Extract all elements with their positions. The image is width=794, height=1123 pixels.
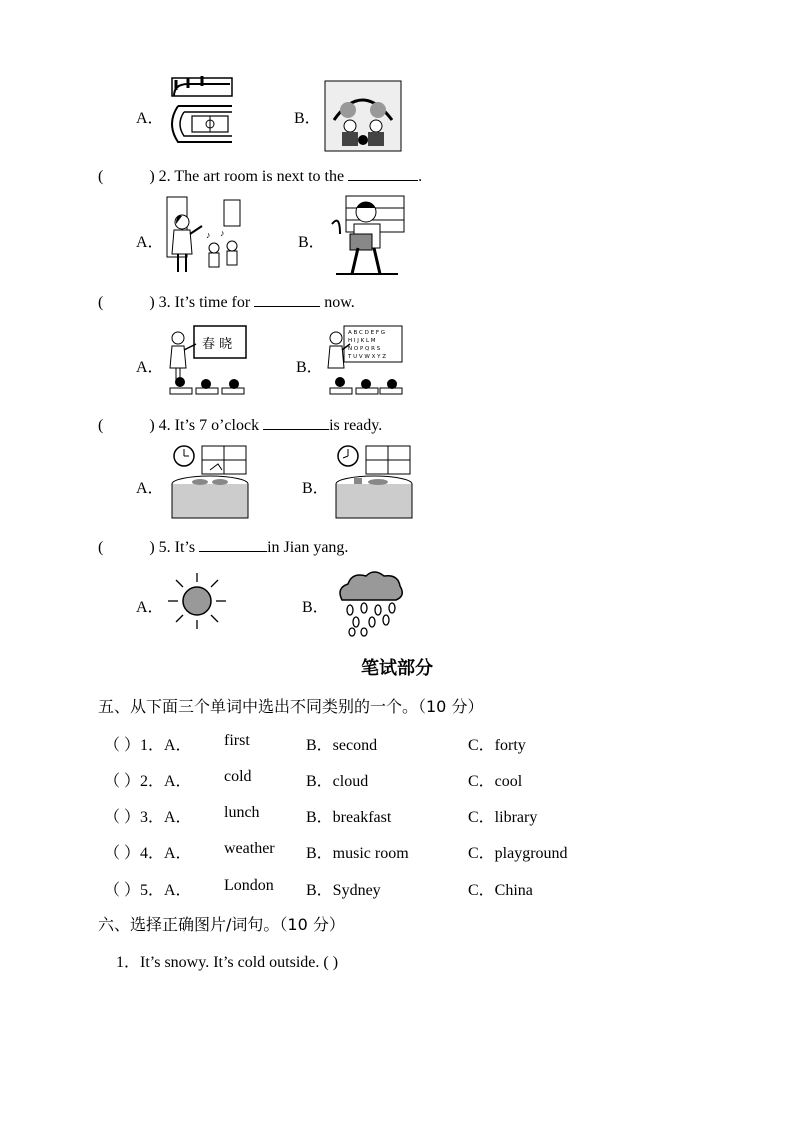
playground-picture [166,76,236,152]
section5-heading: 五、从下面三个单词中选出不同类别的一个。（10 分） [98,697,484,716]
section6-question-1: 1．It’s snowy. It’s cold outside. ( ) [116,954,339,971]
section5-row-4-option-b: B．music room [306,845,409,862]
q5-question-text-before: 5. It’s [158,539,196,556]
section5-row-5-number: （ ）5．A． [104,882,192,899]
section5-row-1-option-c: C．forty [468,737,526,754]
section5-row-4-option-c: C．playground [468,845,568,862]
q3-option-b-label: B． [296,359,323,376]
svg-text:♪: ♪ [206,230,211,240]
section5-row-4-number: （ ）4．A． [104,845,192,862]
q5-answer-blank[interactable] [199,537,267,552]
q4-answer-blank[interactable] [263,415,329,430]
english-class-picture [326,322,404,398]
q4-paren-open: ( [98,417,104,434]
q4-option-b-label: B． [302,480,329,497]
q5-option-b-label: B． [302,599,329,616]
q5-option-a-label: A． [136,599,164,616]
section5-row-5-option-b: B．Sydney [306,882,381,899]
q2-paren-close: ) [149,168,155,185]
q5-paren-close: ) [149,539,155,556]
q2-answer-blank[interactable] [348,166,418,181]
written-section-title: 笔试部分 [361,658,433,679]
alphabet-row-3: N O P Q R S [348,346,381,352]
q3-question-text-before: 3. It’s time for [158,294,251,311]
q4-option-a-label: A． [136,480,164,497]
library-reading-picture [328,194,406,278]
breakfast-table-picture [170,444,250,520]
q1-option-b-label: B． [294,110,321,127]
q3-question-text-after: now. [324,294,355,311]
section6-heading: 六、选择正确图片/词句。（10 分） [98,915,345,934]
q2-question-end: . [418,168,423,185]
section5-row-3-option-b: B．breakfast [306,809,392,826]
section5-row-1-number: （ ）1．A． [104,737,192,754]
q4-question-text-before: 4. It’s 7 o’clock [158,417,260,434]
music-class-picture [166,196,242,276]
section5-row-3-number: （ ）3．A． [104,809,192,826]
alphabet-row-2: H I J K L M [348,338,376,344]
section5-row-3-option-a: lunch [224,804,260,821]
q5-paren-open: ( [98,539,104,556]
q2-option-b-label: B． [298,234,325,251]
section5-row-2-option-b: B．cloud [306,773,369,790]
section5-row-3-option-c: C．library [468,809,538,826]
garden-children-picture [324,80,402,152]
section5-row-1-option-b: B．second [306,737,378,754]
q3-answer-blank[interactable] [254,292,320,307]
q3-paren-open: ( [98,294,104,311]
q2-question-text: 2. The art room is next to the [158,168,345,185]
q4-paren-close: ) [149,417,155,434]
section5-row-1-option-a: first [224,732,250,749]
q4-question-line [98,415,382,435]
board-text-a: 春 晓 [202,337,233,352]
q4-question-text-after: is ready. [329,417,383,434]
q5-question-line [98,537,348,557]
q2-question-line [98,166,422,186]
q5-question-text-after: in Jian yang. [267,539,349,556]
q3-question-line [98,292,355,312]
section5-row-2-option-c: C．cool [468,773,523,790]
q1-option-a-label: A． [136,110,164,127]
sun-icon [166,572,228,630]
alphabet-row-4: T U V W X Y Z [348,354,386,360]
section5-row-2-number: （ ）2．A． [104,773,192,790]
q3-option-a-label: A． [136,359,164,376]
q2-option-a-label: A． [136,234,164,251]
chinese-class-picture [166,322,248,398]
q3-paren-close: ) [149,294,155,311]
rain-cloud-icon [334,568,406,638]
q2-paren-open: ( [98,168,104,185]
dinner-table-picture [334,444,414,520]
section5-row-5-option-a: London [224,877,274,894]
section5-row-2-option-a: cold [224,768,252,785]
section5-row-5-option-c: C．China [468,882,533,899]
svg-text:♪: ♪ [220,228,225,238]
section5-row-4-option-a: weather [224,840,275,857]
alphabet-row-1: A B C D E F G [348,330,386,336]
